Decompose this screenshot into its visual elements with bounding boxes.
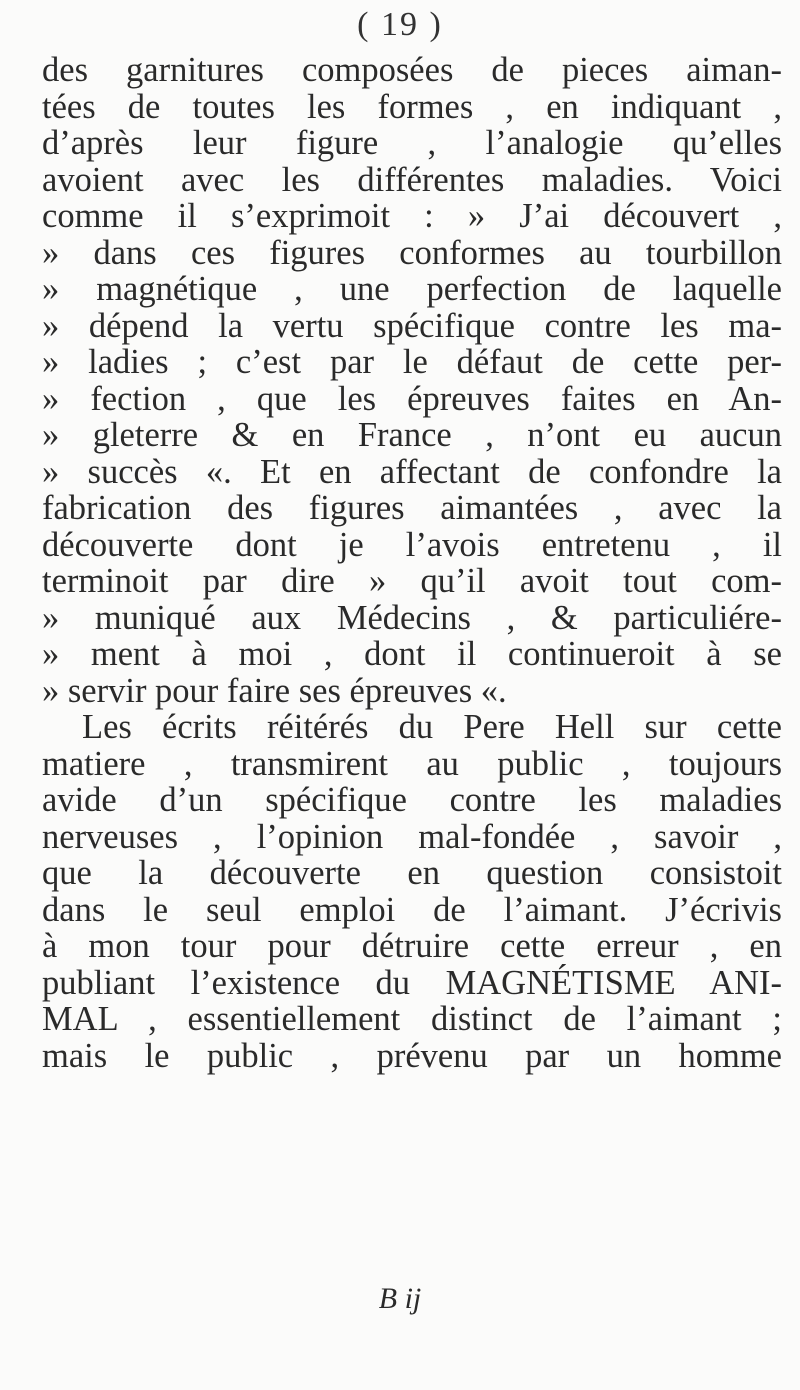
- text-line: » dans ces figures conformes au tourbillon: [42, 233, 782, 272]
- text-line: » magnétique , une perfection de laquelle: [42, 270, 782, 308]
- text-line: que la découverte en question consistoit: [42, 854, 782, 892]
- text-line: comme il s’exprimoit : » J’ai découvert ,: [42, 197, 782, 235]
- signature-mark: B ij: [378, 1282, 422, 1315]
- text-line: terminoit par dire » qu’il avoit tout com-: [42, 562, 782, 600]
- text-line: MAL , essentiellement distinct de l’aimant ;: [42, 1000, 782, 1038]
- text-line: » dépend la vertu spécifique contre les ma-: [42, 306, 782, 345]
- text-line: » ladies ; c’est par le défaut de cette per-: [42, 343, 782, 381]
- text-line: » servir pour faire ses épreuves «.: [42, 671, 507, 710]
- text-line: » gleterre & en France , n’ont eu aucun: [42, 416, 782, 454]
- text-line: Les écrits réitérés du Pere Hell sur cette: [82, 708, 782, 746]
- text-line: tées de toutes les formes , en indiquant ,: [42, 87, 782, 126]
- text-line: d’après leur figure , l’analogie qu’elles: [42, 124, 782, 162]
- text-line: nerveuses , l’opinion mal-fondée , savoir ,: [42, 817, 782, 856]
- text-line: dans le seul emploi de l’aimant. J’écrivis: [42, 890, 782, 929]
- text-line: avide d’un spécifique contre les maladies: [42, 781, 782, 819]
- text-line: publiant l’existence du MAGNÉTISME ANI-: [42, 963, 782, 1002]
- page-number: ( 19 ): [357, 6, 443, 43]
- text-line: avoient avec les différentes maladies. Voici: [42, 160, 782, 199]
- text-line: » succès «. Et en affectant de confondre la: [42, 452, 782, 491]
- text-line: mais le public , prévenu par un homme: [42, 1036, 782, 1075]
- text-line: à mon tour pour détruire cette erreur , en: [42, 927, 782, 965]
- text-line: fabrication des figures aimantées , avec la: [42, 489, 782, 527]
- text-line: découverte dont je l’avois entretenu , il: [42, 525, 782, 564]
- text-line: des garnitures composées de pieces aiman-: [42, 51, 782, 89]
- text-line: » ment à moi , dont il continueroit à se: [42, 635, 782, 673]
- text-line: matiere , transmirent au public , toujours: [42, 744, 782, 783]
- body-text: [42, 52, 782, 1074]
- text-line: » fection , que les épreuves faites en An-: [42, 379, 782, 418]
- text-line: » muniqué aux Médecins , & particuliére-: [42, 598, 782, 637]
